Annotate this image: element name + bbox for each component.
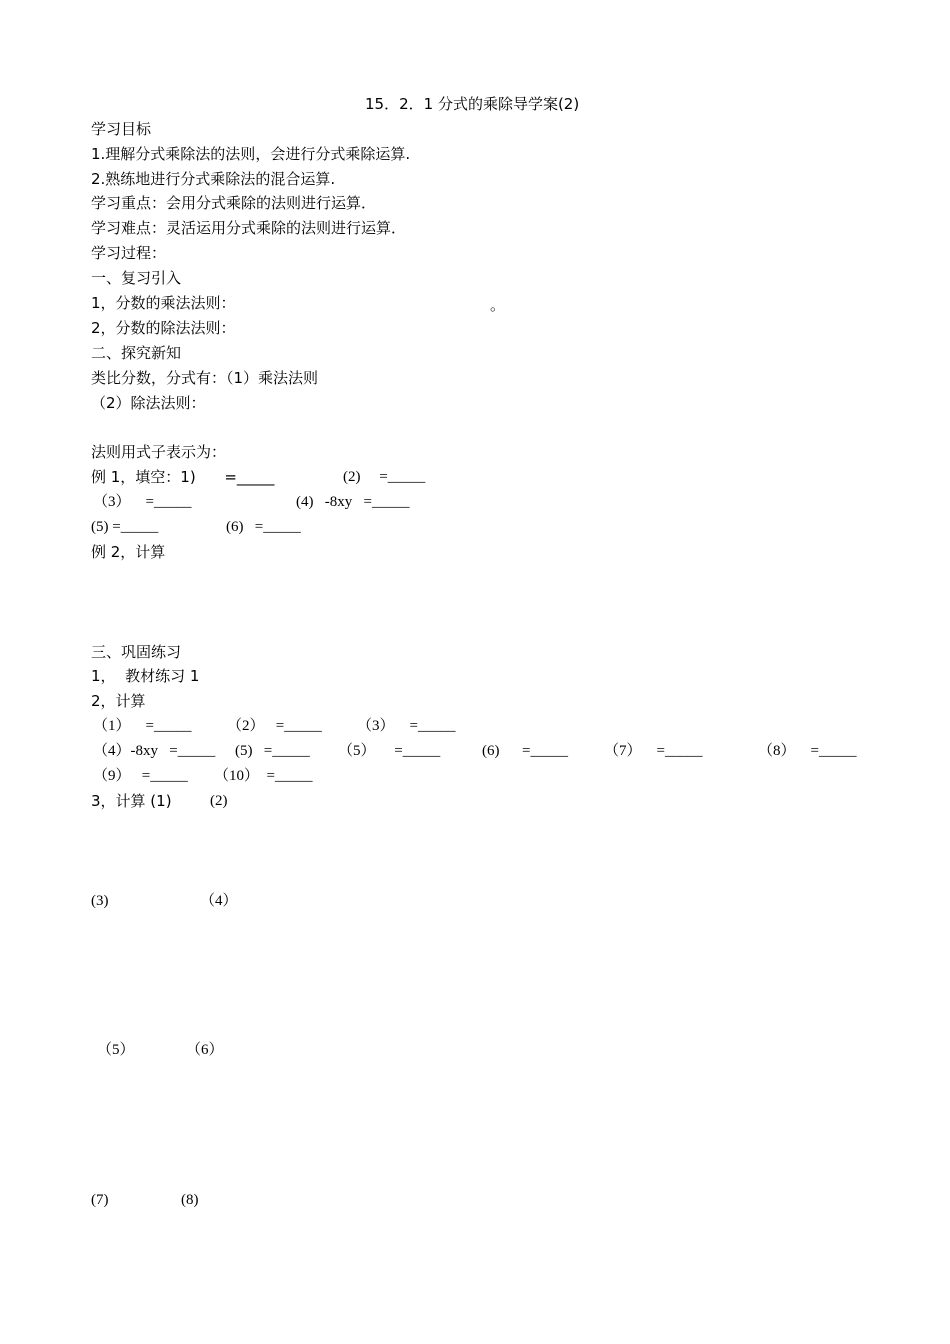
practice2-item5b: （5） =_____ bbox=[338, 743, 441, 759]
practice-1: 1， 教材练习 1 bbox=[91, 667, 200, 685]
practice2-item5: (5) =_____ bbox=[235, 743, 310, 759]
practice2-item1: （1） =_____ bbox=[93, 718, 192, 734]
practice3-item5: （5） bbox=[97, 1042, 135, 1058]
example1-item6: (6) =_____ bbox=[226, 519, 301, 535]
practice3-item7: (7) bbox=[91, 1192, 109, 1208]
question-multiply-rule: 1，分数的乘法法则： bbox=[91, 294, 236, 312]
example1-item5: (5) =_____ bbox=[91, 519, 159, 535]
section-review: 一、复习引入 bbox=[91, 269, 182, 287]
section-practice: 三、巩固练习 bbox=[91, 643, 182, 661]
question-divide-rule: 2，分数的除法法则： bbox=[91, 319, 236, 337]
key-point: 学习重点：会用分式乘除的法则进行运算． bbox=[91, 194, 377, 212]
practice3-item4: （4） bbox=[200, 893, 238, 909]
example1-item3: （3） =_____ bbox=[93, 494, 192, 510]
practice-3: 3，计算 (1) bbox=[91, 792, 172, 810]
practice3-item2: (2) bbox=[210, 793, 228, 809]
question-dot: 。 bbox=[490, 296, 506, 314]
practice2-item7: （7） =_____ bbox=[604, 743, 703, 759]
practice3-item3: (3) bbox=[91, 893, 109, 909]
goal-2: 2.熟练地进行分式乘除法的混合运算. bbox=[91, 170, 336, 188]
goals-heading: 学习目标 bbox=[91, 120, 152, 138]
analogy-multiply: 类比分数，分式有：（1）乘法法则 bbox=[91, 369, 319, 387]
example1-item4: (4) -8xy =_____ bbox=[296, 494, 410, 510]
practice2-item6: (6) =_____ bbox=[482, 743, 568, 759]
analogy-divide: （2）除法法则： bbox=[91, 394, 206, 412]
section-explore: 二、探究新知 bbox=[91, 344, 182, 362]
practice-2: 2，计算 bbox=[91, 692, 146, 710]
practice2-item9: （9） =_____ bbox=[93, 768, 188, 784]
practice3-item6: （6） bbox=[186, 1042, 224, 1058]
difficulty: 学习难点：灵活运用分式乘除的法则进行运算． bbox=[91, 219, 407, 237]
practice2-item10: （10） =_____ bbox=[214, 768, 313, 784]
practice3-item8: (8) bbox=[181, 1192, 199, 1208]
practice2-item8: （8） =_____ bbox=[758, 743, 857, 759]
goal-1: 1.理解分式乘除法的法则，会进行分式乘除运算. bbox=[91, 145, 411, 163]
practice2-item3: （3） =_____ bbox=[357, 718, 456, 734]
practice2-item2: （2） =_____ bbox=[227, 718, 322, 734]
process-heading: 学习过程： bbox=[91, 244, 167, 262]
practice2-item4: （4）-8xy =_____ bbox=[93, 743, 216, 759]
formula-heading: 法则用式子表示为： bbox=[91, 443, 227, 461]
example2-heading: 例 2，计算 bbox=[91, 543, 166, 561]
example1-item1: 例 1，填空：1) =_____ bbox=[91, 468, 275, 486]
example1-item2: (2) =_____ bbox=[343, 469, 426, 485]
page-title: 15．2．1 分式的乘除导学案(2) bbox=[365, 95, 580, 113]
